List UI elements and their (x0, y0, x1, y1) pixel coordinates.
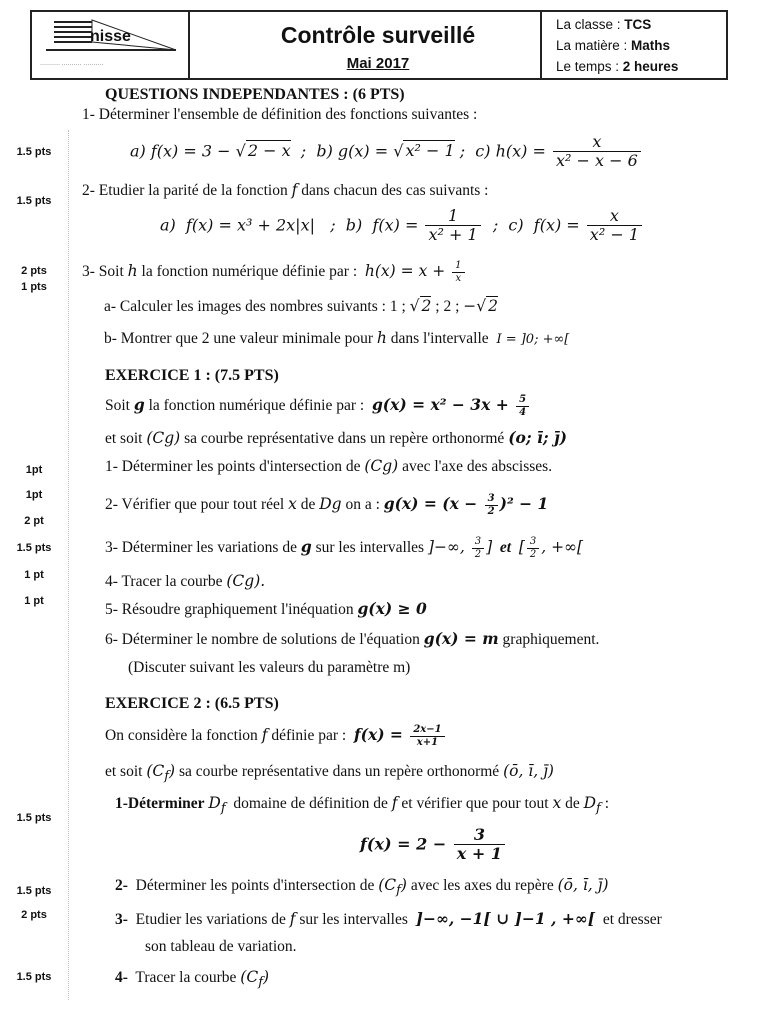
ex1-question-5: 5- Résoudre graphiquement l'inéquation g(x) ≥ 0 (105, 599, 427, 618)
matiere-line: La matière : Maths (556, 38, 671, 53)
ex2-question-2: 2- Déterminer les points d'intersection de $(C_f)$ avec les axes du repère (ō, ī, j̄) (115, 876, 609, 899)
ex2-intro: On considère la fonction f définie par : f(x) = $\frac{2x-1}{x+1}$ (105, 724, 447, 748)
points-label: 2 pts (21, 265, 47, 277)
school-logo (32, 12, 190, 78)
points-label: 1.5 pts (16, 812, 52, 824)
exam-date: Mai 2017 (346, 55, 410, 72)
question-3b: b- Montrer que 2 une valeur minimale pour h dans l'intervalle I = ]0; +∞[ (104, 329, 570, 347)
points-label: 2 pt (24, 515, 44, 527)
logo-subtext: ·········· ·········· ·········· (40, 62, 104, 68)
question-2: 2- Etudier la parité de la fonction f dans chacun des cas suivants : (82, 181, 489, 199)
formula-domains: a) f(x) = 3 − √ 2 − x ; b) g(x) = √ x² − 1 ; c) h(x) = $\frac{x}{\text{x² − x − 6}}$ (130, 133, 643, 171)
ex1-question-4: 4- Tracer la courbe (Cg). (105, 572, 266, 590)
ex2-intro-2: et soit $(C_f)$ sa courbe représentative dans un repère orthonormé (ō, ī, j̄) (105, 762, 554, 785)
exercise-1-title: EXERCICE 1 : (7.5 PTS) (105, 367, 279, 384)
ex1-intro-2: et soit (Cg) sa courbe représentative dans un repère orthonormé (o; ī; j̄) (105, 428, 567, 447)
logo-text: nisse (90, 28, 131, 45)
points-label: 1pt (25, 489, 43, 501)
ex1-question-3: 3- Déterminer les variations de g sur les intervalles ]−∞, $\frac{3}{2}$ ] et [ $\frac{3}{2}$ , +∞[ (105, 536, 584, 560)
classe-line: La classe : TCS (556, 17, 652, 32)
formula-f-rewrite: f(x) = 2 − $\frac{3}{x + 1}$ (360, 826, 507, 864)
exercise-2-title: EXERCICE 2 : (6.5 PTS) (105, 695, 279, 712)
question-1: 1- Déterminer l'ensemble de définition des fonctions suivantes : (82, 106, 478, 123)
points-label: 1pt (25, 464, 43, 476)
temps-line: Le temps : 2 heures (556, 59, 679, 74)
points-label: 1.5 pts (16, 146, 52, 158)
points-label: 1.5 pts (16, 971, 52, 983)
ex1-intro: Soit g la fonction numérique définie par : g(x) = x² − 3x + $\frac{5}{4}$ (105, 394, 531, 418)
ex1-question-6: 6- Déterminer le nombre de solutions de l'équation g(x) = m graphiquement. (105, 629, 600, 648)
ex2-question-3-cont: son tableau de variation. (145, 938, 297, 955)
ex2-question-4: 4- Tracer la courbe $(C_f)$ (115, 968, 270, 991)
ex1-question-1: 1- Déterminer les points d'intersection de (Cg) avec l'axe des abscisses. (105, 457, 553, 475)
points-label: 1.5 pts (16, 195, 52, 207)
header (30, 10, 728, 80)
page-title: Contrôle surveillé (280, 22, 476, 48)
header-info (540, 12, 728, 78)
margin-line (68, 130, 77, 1000)
points-label: 1 pt (24, 595, 44, 607)
points-label: 1 pts (21, 281, 47, 293)
formula-parity: a) f(x) = x³ + 2x|x| ; b) f(x) = $\frac{1}{\text{x² + 1}}$ ; c) f(x) = $\frac{x}{\text{x² − 1}}$ (160, 207, 644, 245)
ex2-question-3: 3- Etudier les variations de f sur les intervalles ]−∞, −1[ ∪ ]−1 , +∞[ et dresser (115, 909, 662, 928)
points-label: 1 pt (24, 569, 44, 581)
section-title: QUESTIONS INDEPENDANTES : (6 PTS) (105, 86, 405, 103)
question-3: 3- Soit h la fonction numérique définie par : h(x) = x + $\frac{1}{x}$ (82, 260, 467, 284)
ex2-question-1: 1-Déterminer $D_f$ domaine de définition de f et vérifier que pour tout x de $D_f$ : (115, 794, 610, 817)
ex1-question-6-note: (Discuter suivant les valeurs du paramètre m) (128, 659, 411, 676)
points-label: 2 pts (21, 909, 47, 921)
points-label: 1.5 pts (16, 885, 52, 897)
ex1-question-2: 2- Vérifier que pour tout réel x de Dg on a : g(x) = (x − $\frac{3}{2}$ )² − 1 (105, 493, 549, 517)
question-3a: a- Calculer les images des nombres suivants : 1 ; √ 2 ; 2 ; −√ 2 (104, 297, 499, 315)
points-label: 1.5 pts (16, 542, 52, 554)
